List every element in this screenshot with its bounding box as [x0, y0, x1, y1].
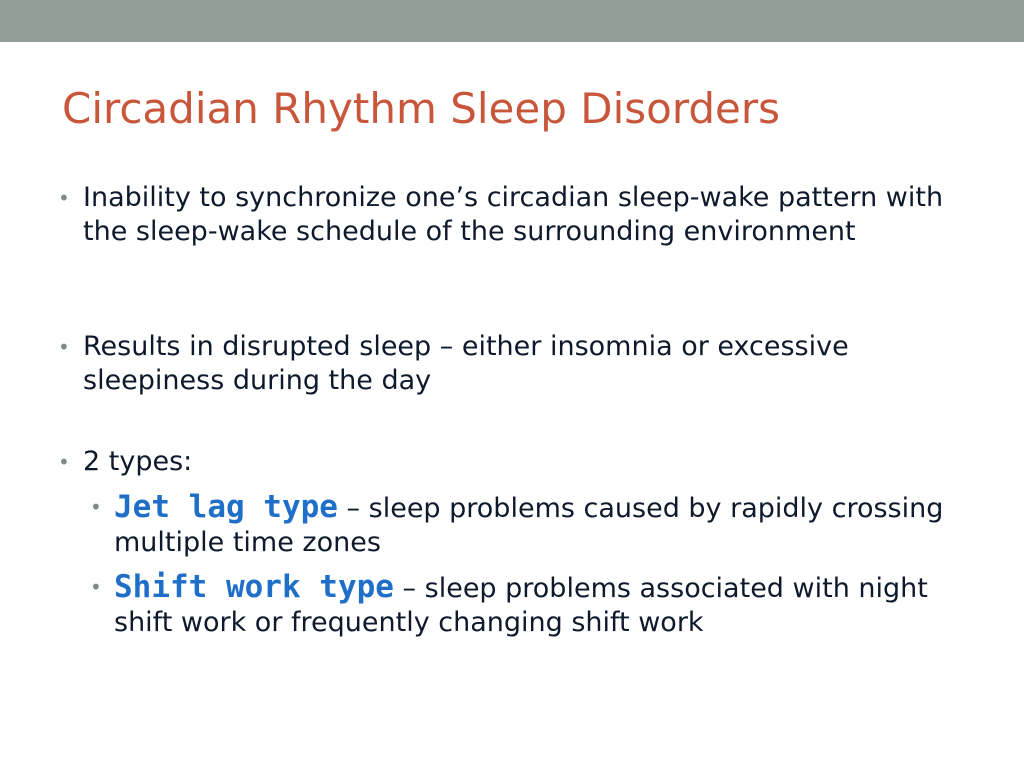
- term-shift-work: Shift work type: [114, 569, 394, 605]
- bullet-text: Results in disrupted sleep – either insomnia or excessive sleepiness during the day: [83, 331, 849, 396]
- term-jet-lag: Jet lag type: [114, 489, 338, 525]
- sub-bullet-text: [114, 490, 970, 560]
- sub-bullet-dot-icon: •: [90, 575, 102, 599]
- bullet-dot-icon: •: [58, 335, 70, 359]
- sub-bullet-item: [90, 570, 970, 640]
- sub-bullet-dot-icon: •: [90, 495, 102, 519]
- term-description: – sleep problems caused by rapidly crossing multiple time zones: [114, 493, 944, 558]
- sub-bullet-text: [114, 570, 970, 640]
- bullet-text: Inability to synchronize one’s circadian sleep-wake pattern with the sleep-wake schedule of the surrounding environment: [83, 182, 944, 247]
- bullet-dot-icon: •: [58, 186, 70, 210]
- slide-title: Circadian Rhythm Sleep Disorders: [62, 84, 780, 133]
- top-bar: [0, 0, 1024, 42]
- bullet-dot-icon: •: [58, 450, 70, 474]
- bullet-text: 2 types:: [83, 446, 193, 477]
- bullet-item: [58, 330, 958, 398]
- sub-bullet-item: [90, 490, 970, 560]
- bullet-item: [58, 181, 958, 249]
- term-description: – sleep problems associated with night shift work or frequently changing shift work: [114, 573, 928, 638]
- bullet-item: [58, 445, 958, 479]
